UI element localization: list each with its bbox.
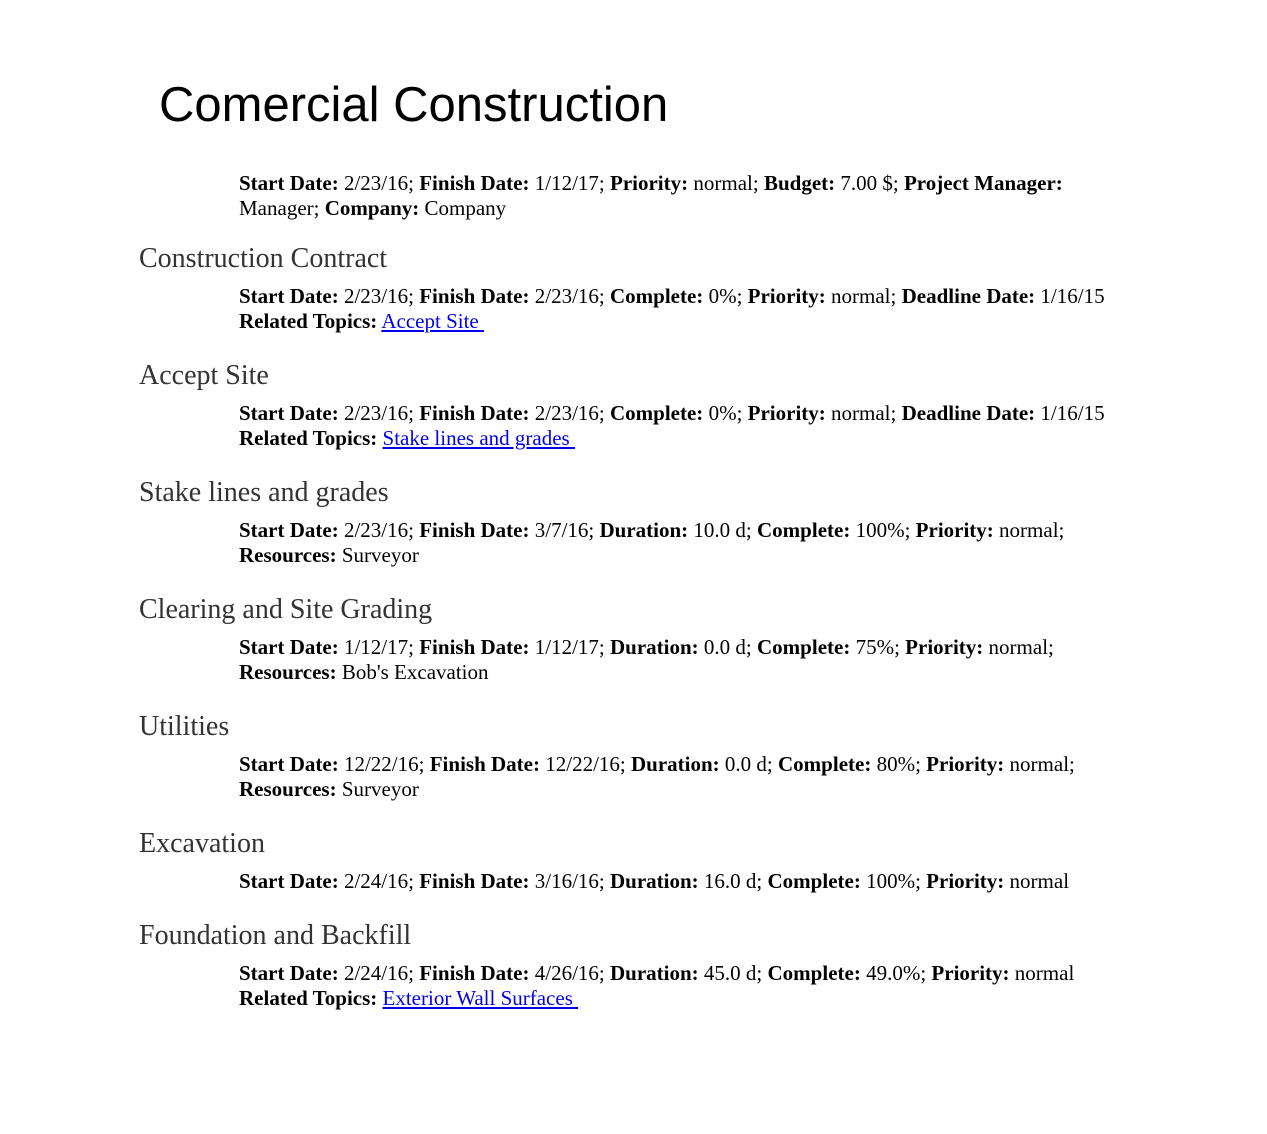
field-value: normal [831,401,891,425]
field-value: 0.0 d [724,752,767,776]
field-label: Start Date: [239,284,339,308]
task-section [139,242,1139,334]
field-label: Complete: [767,869,861,893]
task-details: Start Date: 2/23/16; Finish Date: 3/7/16; Duration: 10.0 d; Complete: 100%; Priority: normal; Resources: Surveyor [239,518,1065,567]
field-value: 0% [708,401,737,425]
related-topics-label: Related Topics: [239,986,378,1010]
related-topic-link[interactable]: Stake lines and grades [382,426,575,450]
field-label: Start Date: [239,752,339,776]
field-label: Resources: [239,543,337,567]
field-value: normal [1009,869,1070,893]
task-title: Stake lines and grades [139,477,389,508]
field-value: 45.0 d [703,961,757,985]
field-label: Priority: [610,171,689,195]
field-label: Priority: [926,869,1005,893]
related-topic-link[interactable]: Exterior Wall Surfaces [382,986,579,1010]
field-value: 12/22/16 [545,752,620,776]
field-label: Duration: [610,869,699,893]
field-label: Complete: [757,635,851,659]
field-label: Finish Date: [419,635,530,659]
field-value: normal [1009,752,1070,776]
field-value: 80% [876,752,916,776]
field-label: Finish Date: [419,284,530,308]
field-label: Complete: [610,284,704,308]
task-title: Clearing and Site Grading [139,594,433,625]
related-topics-label: Related Topics: [239,309,378,333]
task-title: Utilities [139,711,230,742]
field-label: Duration: [610,635,699,659]
field-value: 2/24/16 [343,869,409,893]
field-value: 2/23/16 [534,284,599,308]
field-value: 12/22/16 [343,752,419,776]
field-value: 0.0 d [703,635,746,659]
related-topic-link[interactable]: Accept Site [381,309,484,333]
field-label: Start Date: [239,401,339,425]
task-title: Foundation and Backfill [139,920,412,951]
field-label: Start Date: [239,518,339,542]
task-section [139,359,1139,451]
task-section [139,919,1139,1011]
field-value: 100% [855,518,905,542]
field-label: Duration: [599,518,689,542]
field-label: Duration: [631,752,720,776]
field-label: Deadline Date: [901,401,1036,425]
field-value: 1/12/17 [534,171,599,195]
field-label: Deadline Date: [901,284,1036,308]
field-label: Finish Date: [429,752,540,776]
field-label: Company: [324,196,420,220]
task-details: Start Date: 1/12/17; Finish Date: 1/12/17; Duration: 0.0 d; Complete: 75%; Priority: normal; Resources: Bob's Excavation [239,635,1054,684]
task-title: Construction Contract [139,243,388,274]
field-label: Finish Date: [419,961,530,985]
field-label: Start Date: [239,869,339,893]
task-details: Start Date: 2/23/16; Finish Date: 2/23/16; Complete: 0%; Priority: normal; Deadline Date: 1/16/15 Related Topics: Accept Site [239,284,1105,333]
field-value: Company [424,196,507,220]
field-value: normal [1014,961,1075,985]
field-value: normal [988,635,1049,659]
field-label: Finish Date: [419,518,530,542]
field-value: Surveyor [341,777,419,801]
task-section [139,827,1139,894]
task-list [139,242,1139,1036]
field-label: Budget: [763,171,836,195]
field-value: normal [831,284,891,308]
field-label: Finish Date: [419,171,530,195]
field-label: Priority: [905,635,984,659]
field-label: Complete: [610,401,704,425]
field-value: 1/12/17 [343,635,409,659]
field-value: 100% [866,869,916,893]
field-value: 10.0 d [693,518,746,542]
field-label: Complete: [778,752,872,776]
task-details: Start Date: 2/24/16; Finish Date: 3/16/16; Duration: 16.0 d; Complete: 100%; Priority: normal [239,869,1070,893]
field-value: 49.0% [866,961,921,985]
field-label: Start Date: [239,635,339,659]
task-details: Start Date: 12/22/16; Finish Date: 12/22/16; Duration: 0.0 d; Complete: 80%; Priority: normal; Resources: Surveyor [239,752,1075,801]
field-label: Project Manager: [903,171,1063,195]
field-label: Finish Date: [419,401,530,425]
task-section [139,710,1139,802]
page-title: Comercial Construction [159,78,669,132]
field-value: Bob's Excavation [341,660,489,684]
task-title: Excavation [139,828,265,859]
task-title: Accept Site [139,360,269,391]
field-label: Priority: [915,518,994,542]
field-value: 1/16/15 [1040,284,1105,308]
field-value: 2/23/16 [343,171,409,195]
field-label: Finish Date: [419,869,530,893]
field-label: Resources: [239,660,337,684]
field-value: normal [999,518,1059,542]
task-section [139,476,1139,568]
field-label: Start Date: [239,961,339,985]
field-value: 4/26/16 [534,961,599,985]
task-details: Start Date: 2/24/16; Finish Date: 4/26/16; Duration: 45.0 d; Complete: 49.0%; Priority: normal Related Topics: Exterior Wall Surfaces [239,961,1075,1010]
field-value: Surveyor [341,543,419,567]
task-details: Start Date: 2/23/16; Finish Date: 2/23/16; Complete: 0%; Priority: normal; Deadline Date: 1/16/15 Related Topics: Stake lines and grades [239,401,1105,450]
task-section [139,593,1139,685]
project-info: Start Date: 2/23/16; Finish Date: 1/12/17; Priority: normal; Budget: 7.00 $; Project Manager: Manager; Company: Company [239,171,1063,220]
field-value: 2/23/16 [534,401,599,425]
field-value: normal [693,171,753,195]
field-value: 75% [855,635,895,659]
field-label: Complete: [767,961,861,985]
field-label: Priority: [926,752,1005,776]
field-label: Start Date: [239,171,339,195]
related-topics-label: Related Topics: [239,426,378,450]
field-value: 2/23/16 [343,284,409,308]
field-value: 0% [708,284,737,308]
field-label: Priority: [747,284,826,308]
field-value: 16.0 d [703,869,757,893]
field-value: 2/23/16 [343,401,409,425]
field-label: Priority: [931,961,1010,985]
field-value: Manager [239,196,314,220]
field-value: 3/16/16 [534,869,599,893]
field-label: Complete: [757,518,851,542]
field-label: Priority: [747,401,826,425]
field-label: Duration: [610,961,699,985]
field-value: 7.00 $ [840,171,893,195]
field-value: 2/24/16 [343,961,409,985]
field-label: Resources: [239,777,337,801]
field-value: 1/12/17 [534,635,599,659]
field-value: 1/16/15 [1040,401,1105,425]
field-value: 3/7/16 [534,518,589,542]
field-value: 2/23/16 [343,518,409,542]
